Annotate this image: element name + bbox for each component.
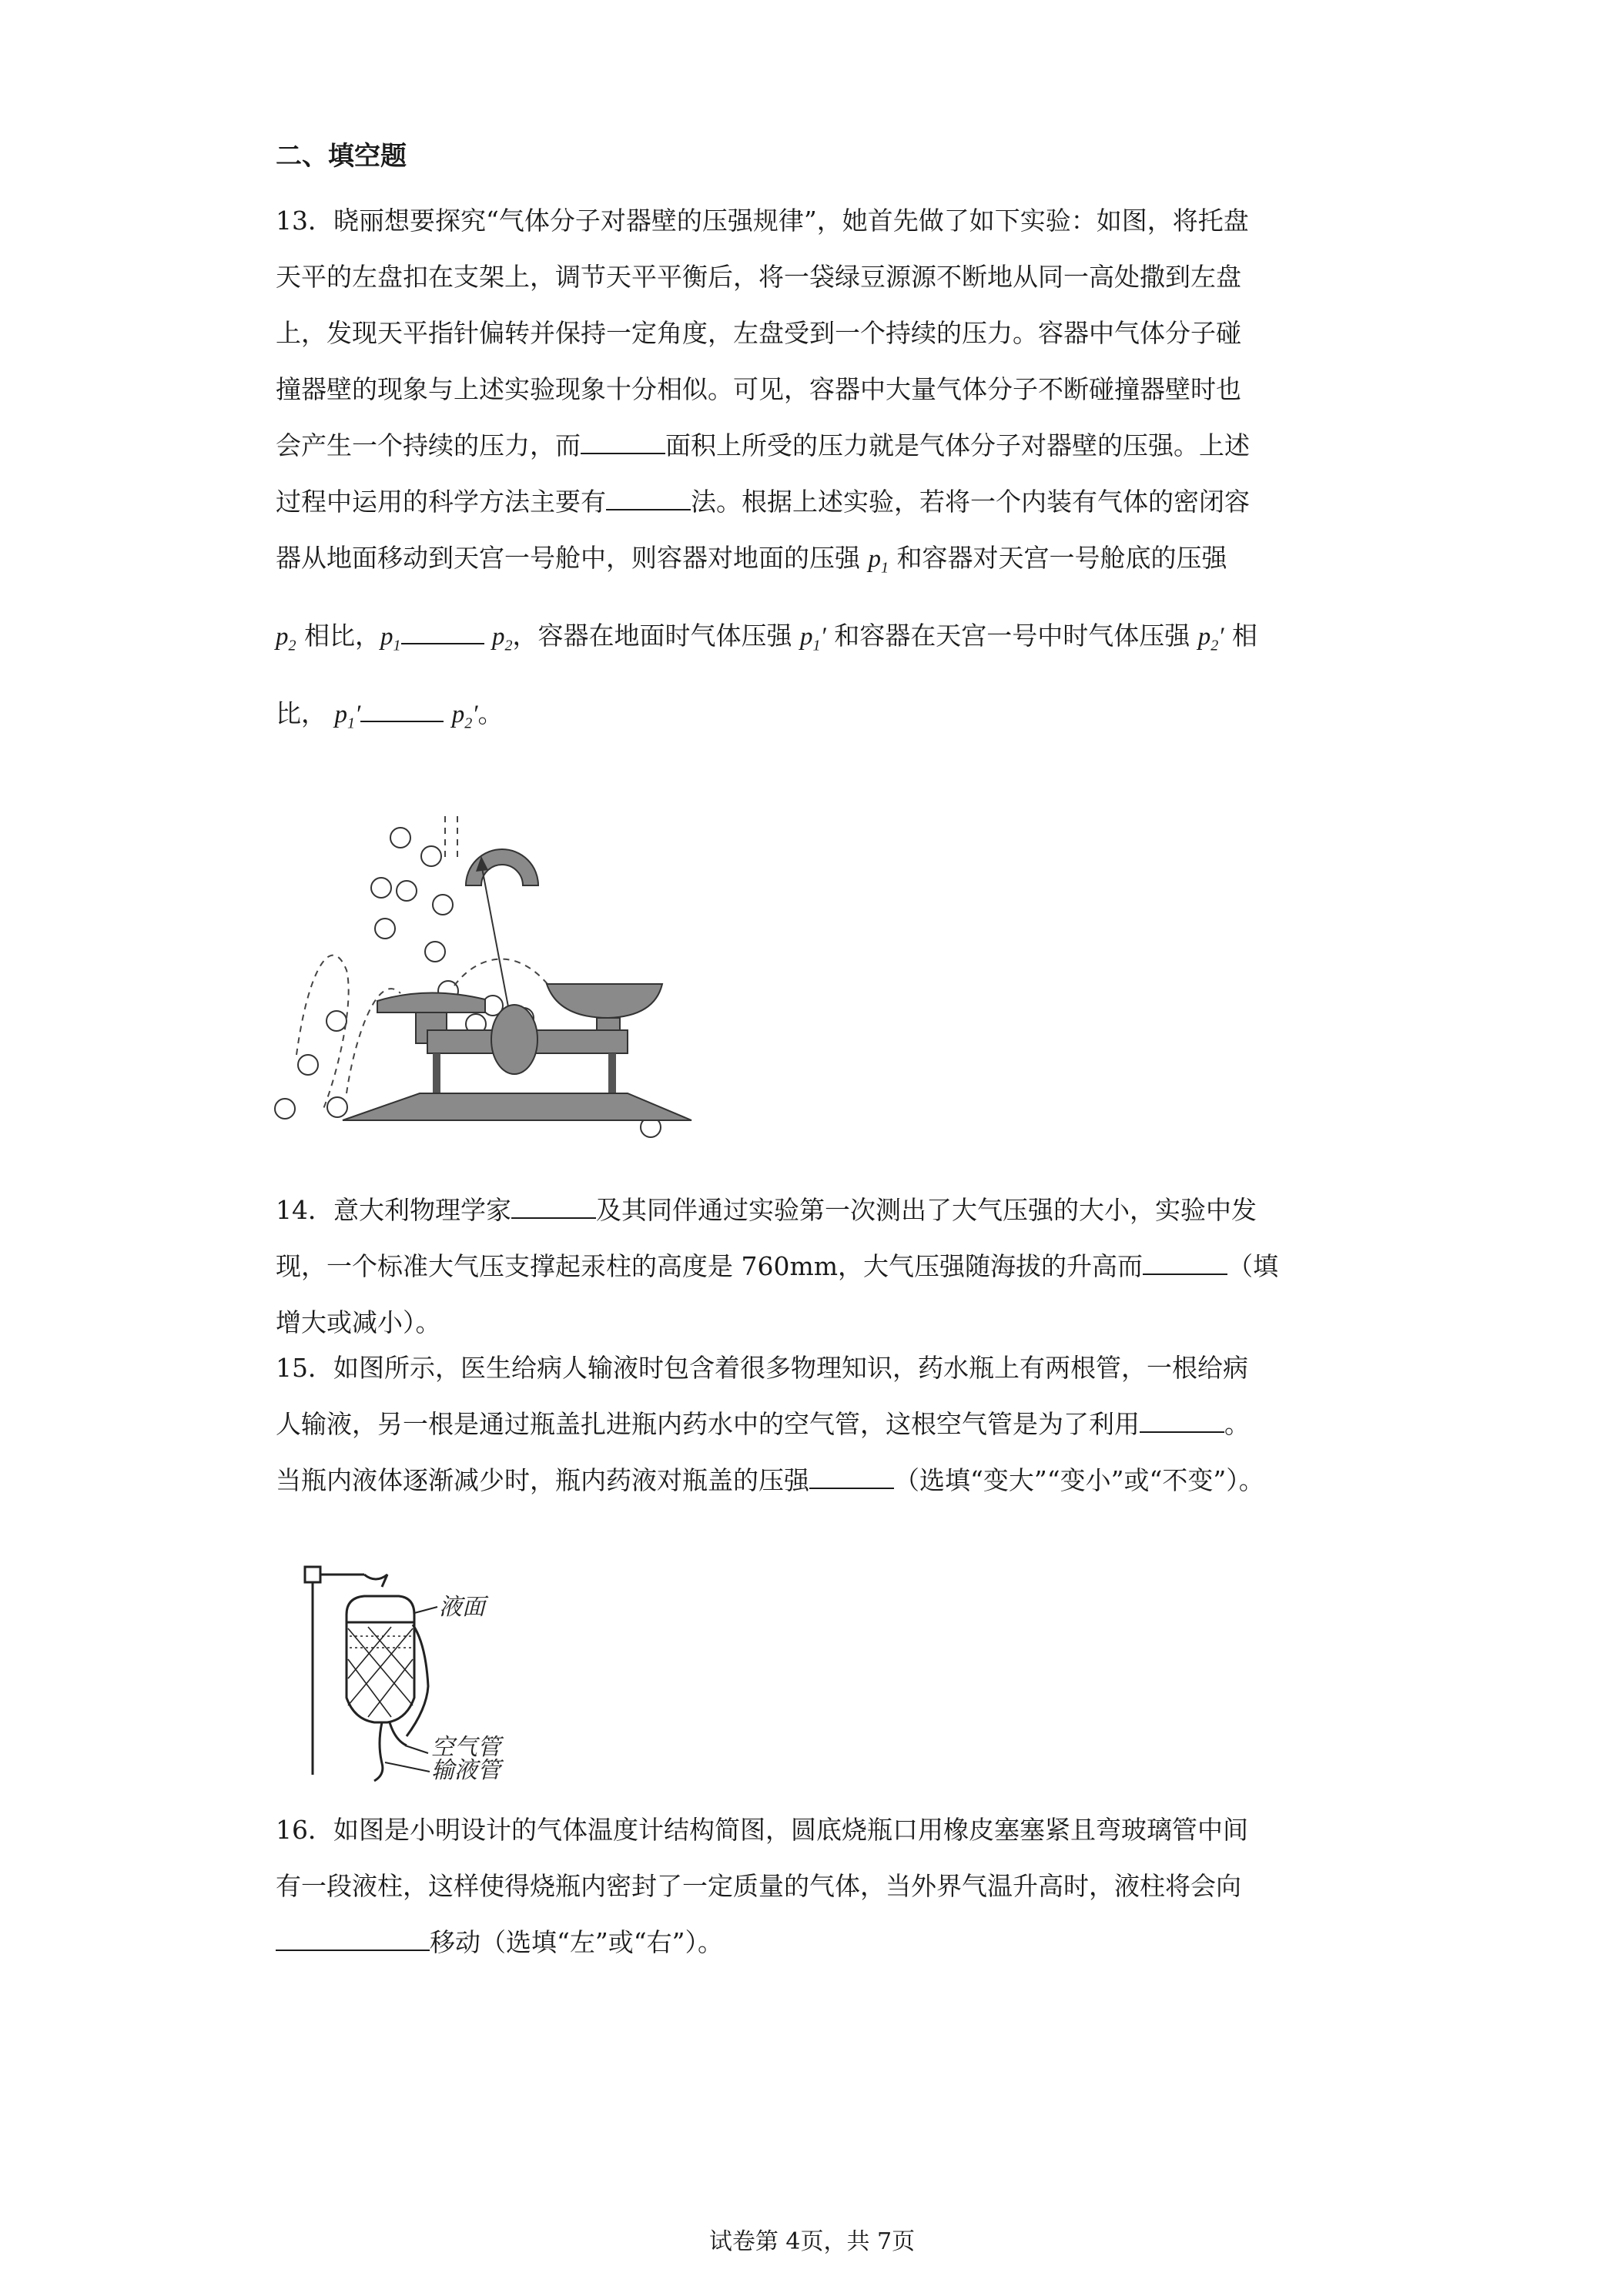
question-16 (276, 1802, 1354, 1970)
q16-line-3 (276, 1914, 1354, 1970)
q14-line-3: 增大或减小）。 (276, 1307, 441, 1337)
q13-line-6 (276, 474, 1354, 530)
balance-base-icon (343, 1093, 691, 1120)
q13-line-2: 天平的左盘扣在支架上，调节天平平衡后，将一袋绿豆源源不断地从同一高处撒到左盘 (276, 262, 1241, 292)
bean-icon (326, 1011, 347, 1031)
pressure-symbol: $p_1$ (380, 623, 401, 654)
q16-line-1: 16．如图是小明设计的气体温度计结构简图，圆底烧瓶口用橡皮塞塞紧且弯玻璃管中间 (276, 1815, 1248, 1845)
answer-blank[interactable] (401, 615, 484, 644)
question-15 (276, 1340, 1354, 1508)
answer-blank[interactable] (360, 693, 444, 722)
bean-icon (275, 1099, 295, 1119)
q14-text: 及其同伴通过实验第一次测出了大气压强的大小，实验中发 (596, 1195, 1257, 1225)
pressure-symbol: $p_2'$ (1197, 623, 1224, 654)
bean-icon (375, 919, 395, 939)
q14-line-1 (276, 1182, 1354, 1238)
bean-icon (433, 895, 453, 915)
q13-text: 器从地面移动到天宫一号舱中，则容器对地面的压强 (276, 543, 869, 573)
answer-blank[interactable] (581, 425, 665, 454)
q13-text: 面积上所受的压力就是气体分子对器壁的压强。上述 (665, 430, 1250, 460)
q13-line-1: 13．晓丽想要探究“气体分子对器壁的压强规律”，她首先做了如下实验：如图，将托盘 (276, 206, 1249, 236)
infusion-figure (291, 1551, 537, 1782)
label-liquid-surface: 液面 (439, 1594, 485, 1621)
q13-text: 会产生一个持续的压力，而 (276, 430, 581, 460)
pointer-icon (481, 864, 510, 1015)
label-infusion-tube: 输液管 (431, 1757, 501, 1782)
q14-line-2 (276, 1238, 1354, 1294)
page-footer: 试卷第 4页，共 7页 (708, 2228, 916, 2255)
q16-line-2: 有一段液柱，这样使得烧瓶内密封了一定质量的气体，当外界气温升高时，液柱将会向 (276, 1871, 1241, 1901)
balance-figure (270, 816, 716, 1147)
q15-line-3 (276, 1452, 1354, 1508)
q13-line-9 (276, 685, 1354, 741)
q15-line-2 (276, 1396, 1354, 1452)
q13-text: 相比， (296, 621, 380, 651)
q14-text: 14．意大利物理学家 (276, 1195, 511, 1225)
q13-line-3: 上，发现天平指针偏转并保持一定角度，左盘受到一个持续的压力。容器中气体分子碰 (276, 318, 1241, 348)
q15-text: 。 (1224, 1409, 1250, 1439)
q15-text: 当瓶内液体逐渐减少时，瓶内药液对瓶盖的压强 (276, 1465, 809, 1495)
left-pan-icon (377, 992, 485, 1012)
answer-blank[interactable] (511, 1190, 596, 1219)
bean-icon (327, 1097, 347, 1117)
answer-blank[interactable] (1140, 1404, 1224, 1433)
pressure-symbol: $p_1'$ (800, 623, 826, 654)
question-13 (276, 192, 1354, 741)
q15-text: 人输液，另一根是通过瓶盖扎进瓶内药水中的空气管，这根空气管是为了利用 (276, 1409, 1140, 1439)
q13-line-7 (276, 530, 1354, 586)
label-air-tube: 空气管 (431, 1734, 501, 1761)
q15-text: （选填“变大”“变小”或“不变”）。 (894, 1465, 1264, 1495)
answer-blank[interactable] (276, 1922, 430, 1951)
answer-blank[interactable] (606, 481, 691, 510)
balance-center-icon (491, 1005, 537, 1074)
q13-text: 过程中运用的科学方法主要有 (276, 487, 606, 517)
q13-text: 法。根据上述实验，若将一个内装有气体的密闭容 (691, 487, 1250, 517)
pressure-symbol: $p_1'$ (334, 701, 361, 732)
bean-icon (397, 881, 417, 901)
right-pan-icon (547, 984, 662, 1018)
bean-icon (390, 828, 410, 848)
bean-icon (425, 942, 445, 962)
pressure-symbol: $p_2$ (276, 623, 296, 654)
q13-text: 相 (1224, 621, 1257, 651)
q16-text: 移动（选填“左”或“右”）。 (430, 1927, 723, 1957)
answer-blank[interactable] (1143, 1246, 1227, 1275)
scale-dial-icon (466, 849, 538, 885)
q13-text: 。 (477, 698, 504, 728)
q13-line-8 (276, 607, 1354, 664)
bean-icon (371, 878, 391, 898)
q15-line-1: 15．如图所示，医生给病人输液时包含着很多物理知识，药水瓶上有两根管，一根给病 (276, 1353, 1248, 1383)
bean-icon (298, 1055, 318, 1075)
q13-text: ，容器在地面时气体压强 (512, 621, 800, 651)
q13-text: 和容器对天宫一号舱底的压强 (889, 543, 1227, 573)
q13-text: 和容器在天宫一号中时气体压强 (825, 621, 1198, 651)
section-title: 二、填空题 (276, 141, 407, 172)
q13-text: 比， (276, 698, 326, 728)
pressure-symbol: $p_2'$ (451, 701, 478, 732)
q13-line-5 (276, 417, 1354, 474)
q14-text: 现，一个标准大气压支撑起汞柱的高度是 760mm，大气压强随海拔的升高而 (276, 1251, 1143, 1281)
q14-text: （填 (1227, 1251, 1279, 1281)
bean-icon (421, 846, 441, 866)
question-14 (276, 1182, 1354, 1350)
pressure-symbol: $p_1$ (868, 545, 889, 577)
pressure-symbol: $p_2$ (492, 623, 513, 654)
answer-blank[interactable] (809, 1460, 894, 1489)
q13-line-4: 撞器壁的现象与上述实验现象十分相似。可见，容器中大量气体分子不断碰撞器壁时也 (276, 374, 1241, 404)
